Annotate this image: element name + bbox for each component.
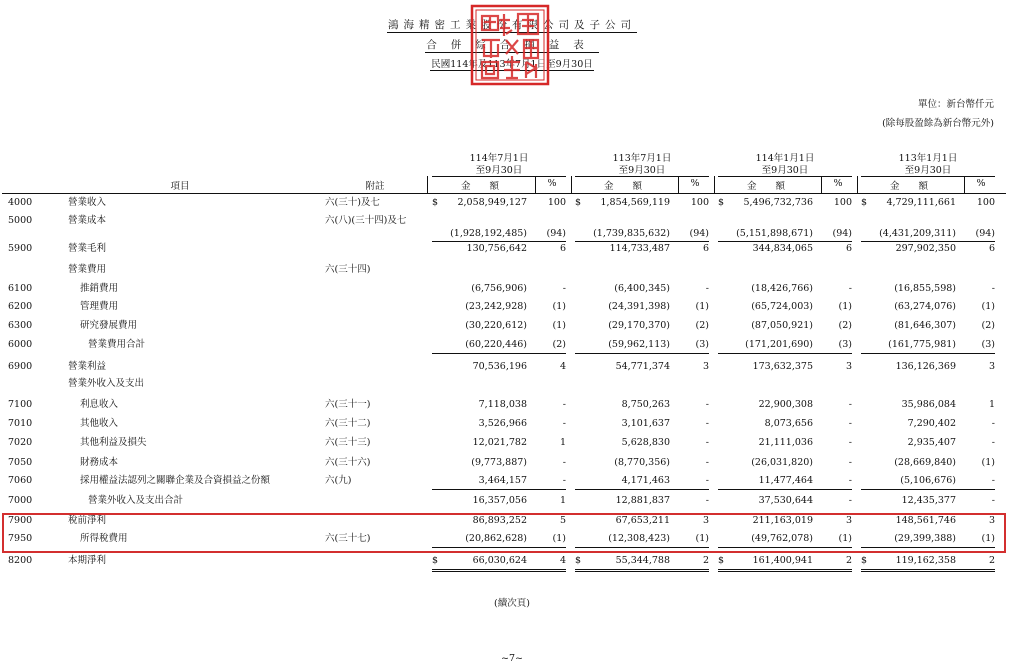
sum-underline: [861, 353, 995, 354]
percent-cell: 2: [845, 555, 852, 566]
amount-cell: 8,073,656: [764, 418, 813, 429]
note-ref: 六(三十七): [325, 533, 371, 544]
sum-underline: [861, 569, 995, 570]
table-row: [0, 214, 1024, 239]
account-label: 營業利益: [68, 361, 107, 372]
percent-cell: -: [705, 475, 709, 486]
account-code: 7020: [8, 437, 33, 448]
amount-cell: (6,756,906): [471, 283, 527, 294]
amount-cell: 297,902,350: [895, 243, 956, 254]
table-row: [0, 417, 1024, 435]
percent-cell: 3: [702, 515, 709, 526]
percent-cell: 100: [690, 197, 709, 208]
account-code: 5900: [8, 243, 33, 254]
note-ref: 六(三十)及七: [325, 197, 380, 208]
column-header-pct: %: [547, 178, 557, 189]
percent-cell: -: [848, 437, 852, 448]
percent-cell: (1): [695, 533, 709, 544]
amount-cell: (171,201,690): [745, 339, 813, 350]
amount-cell: 3,464,157: [478, 475, 527, 486]
sum-underline: [432, 569, 566, 570]
company-seal-stamp: [470, 4, 550, 86]
table-row: [0, 494, 1024, 512]
table-row: [0, 377, 1024, 395]
account-label: 推銷費用: [80, 283, 119, 294]
column-header-pct: %: [690, 178, 700, 189]
sum-underline: [432, 547, 566, 548]
amount-cell: (8,770,356): [614, 457, 670, 468]
amount-cell: (16,855,598): [894, 283, 956, 294]
amount-cell: 12,021,782: [472, 437, 527, 448]
currency-symbol: $: [575, 555, 582, 566]
note-ref: 六(三十一): [325, 399, 371, 410]
percent-cell: (2): [981, 320, 995, 331]
amount-cell: (81,646,307): [894, 320, 956, 331]
period-header-1: [432, 153, 566, 177]
table-row: [0, 436, 1024, 454]
account-label: 營業收入: [68, 197, 107, 208]
percent-cell: -: [705, 457, 709, 468]
percent-cell: 1: [988, 399, 995, 410]
percent-cell: -: [705, 418, 709, 429]
amount-cell: 22,900,308: [758, 399, 813, 410]
amount-cell: 67,653,211: [615, 515, 670, 526]
amount-cell: (4,431,209,311): [879, 228, 956, 239]
percent-cell: -: [705, 437, 709, 448]
amount-cell: (49,762,078): [751, 533, 813, 544]
percent-cell: 100: [547, 197, 566, 208]
amount-cell: (63,274,076): [894, 301, 956, 312]
amount-cell: 4,171,463: [621, 475, 670, 486]
currency-symbol: $: [432, 197, 439, 208]
percent-cell: 3: [988, 515, 995, 526]
percent-cell: (2): [695, 320, 709, 331]
percent-cell: (1): [552, 301, 566, 312]
unit-label: 單位：新台幣仟元: [917, 99, 994, 110]
amount-cell: (9,773,887): [471, 457, 527, 468]
amount-cell: 70,536,196: [472, 361, 527, 372]
percent-cell: -: [562, 283, 566, 294]
account-code: 4000: [8, 197, 33, 208]
column-header-pct: %: [976, 178, 986, 189]
amount-cell: 11,477,464: [758, 475, 813, 486]
account-code: 6100: [8, 283, 33, 294]
percent-cell: -: [991, 475, 995, 486]
account-label: 營業毛利: [68, 243, 107, 254]
percent-cell: 3: [845, 361, 852, 372]
percent-cell: 1: [559, 495, 566, 506]
percent-cell: -: [848, 418, 852, 429]
percent-cell: -: [991, 283, 995, 294]
amount-cell: 8,750,263: [621, 399, 670, 410]
amount-cell: 12,881,837: [615, 495, 670, 506]
percent-cell: -: [848, 457, 852, 468]
amount-cell: 12,435,377: [901, 495, 956, 506]
note-ref: 六(三十三): [325, 437, 371, 448]
percent-cell: (94): [546, 228, 566, 239]
sum-underline: [718, 547, 852, 548]
period-header-3: [718, 153, 852, 177]
account-code: 7900: [8, 515, 33, 526]
percent-cell: -: [562, 418, 566, 429]
account-label: 其他利益及損失: [80, 437, 147, 448]
company-name: 鴻海精密工業股份有限公司及子公司: [388, 19, 636, 31]
column-header-item: 項目: [170, 181, 190, 192]
page-number: ~7~: [501, 653, 523, 664]
amount-cell: 86,893,252: [472, 515, 527, 526]
percent-cell: (3): [695, 339, 709, 350]
percent-cell: -: [705, 283, 709, 294]
percent-cell: (2): [838, 320, 852, 331]
percent-cell: 1: [559, 437, 566, 448]
percent-cell: (94): [689, 228, 709, 239]
percent-cell: -: [991, 495, 995, 506]
sum-underline: [861, 547, 995, 548]
table-row: [0, 514, 1024, 532]
amount-cell: 211,163,019: [752, 515, 813, 526]
percent-cell: (1): [981, 457, 995, 468]
amount-cell: 54,771,374: [615, 361, 670, 372]
percent-cell: -: [705, 495, 709, 506]
percent-cell: 6: [845, 243, 852, 254]
amount-cell: 7,290,402: [907, 418, 956, 429]
account-code: 7100: [8, 399, 33, 410]
percent-cell: 2: [988, 555, 995, 566]
period-header-line1: 113年7月1日: [612, 153, 672, 164]
percent-cell: (1): [552, 533, 566, 544]
column-header-amount: 金 額: [603, 181, 642, 192]
note-ref: 六(三十四): [325, 264, 371, 275]
percent-cell: 4: [559, 361, 566, 372]
period-header-line2: 至9月30日: [904, 165, 952, 176]
percent-cell: (3): [981, 339, 995, 350]
percent-cell: (2): [552, 339, 566, 350]
amount-cell: (26,031,820): [751, 457, 813, 468]
account-label: 營業成本: [68, 215, 107, 226]
period-header-line2: 至9月30日: [475, 165, 523, 176]
currency-symbol: $: [432, 555, 439, 566]
amount-cell: 35,986,084: [901, 399, 956, 410]
amount-cell: (60,220,446): [465, 339, 527, 350]
percent-cell: (1): [838, 533, 852, 544]
amount-cell: 114,733,487: [609, 243, 670, 254]
account-code: 7000: [8, 495, 33, 506]
amount-cell: (59,962,113): [608, 339, 670, 350]
percent-cell: (1): [981, 301, 995, 312]
table-row: [0, 300, 1024, 318]
amount-cell: 21,111,036: [758, 437, 813, 448]
report-period: 民國114年及113年7月1日至9月30日: [0, 56, 1024, 71]
percent-cell: 3: [845, 515, 852, 526]
percent-cell: (1): [552, 320, 566, 331]
percent-cell: 3: [988, 361, 995, 372]
table-row: [0, 360, 1024, 378]
amount-cell: 161,400,941: [752, 555, 813, 566]
amount-cell: 2,058,949,127: [457, 197, 527, 208]
table-row: [0, 319, 1024, 337]
sum-underline: [861, 571, 995, 572]
sum-underline: [575, 571, 709, 572]
account-code: 7950: [8, 533, 33, 544]
percent-cell: -: [562, 475, 566, 486]
percent-cell: -: [991, 418, 995, 429]
percent-cell: -: [848, 283, 852, 294]
percent-cell: 6: [988, 243, 995, 254]
amount-cell: 173,632,375: [752, 361, 813, 372]
amount-cell: 7,118,038: [478, 399, 527, 410]
amount-cell: 136,126,369: [895, 361, 956, 372]
currency-symbol: $: [861, 555, 868, 566]
period-header-4: [861, 153, 995, 177]
amount-cell: 130,756,642: [466, 243, 527, 254]
percent-cell: (94): [832, 228, 852, 239]
currency-symbol: $: [575, 197, 582, 208]
percent-cell: -: [848, 475, 852, 486]
account-code: 7010: [8, 418, 33, 429]
amount-cell: 16,357,056: [472, 495, 527, 506]
table-row: [0, 456, 1024, 474]
account-label: 營業外收入及支出合計: [88, 495, 184, 506]
column-header-amount: 金 額: [746, 181, 785, 192]
amount-cell: 4,729,111,661: [886, 197, 956, 208]
account-label: 所得稅費用: [80, 533, 128, 544]
account-label: 管理費用: [80, 301, 119, 312]
amount-cell: (30,220,612): [465, 320, 527, 331]
account-label: 採用權益法認列之關聯企業及合資損益之份額: [80, 475, 271, 486]
account-label: 研究發展費用: [80, 320, 138, 331]
percent-cell: 3: [702, 361, 709, 372]
percent-cell: 100: [833, 197, 852, 208]
account-label: 利息收入: [80, 399, 119, 410]
period-header-2: [575, 153, 709, 177]
table-row: [0, 398, 1024, 416]
table-row: [0, 282, 1024, 300]
account-label: 稅前淨利: [68, 515, 107, 526]
amount-cell: (6,400,345): [614, 283, 670, 294]
amount-cell: (28,669,840): [894, 457, 956, 468]
percent-cell: 4: [559, 555, 566, 566]
amount-cell: (18,426,766): [751, 283, 813, 294]
amount-cell: (5,106,676): [900, 475, 956, 486]
account-code: 6900: [8, 361, 33, 372]
column-header-amount: 金 額: [889, 181, 928, 192]
amount-cell: 344,834,065: [752, 243, 813, 254]
sum-underline: [861, 489, 995, 490]
percent-cell: -: [562, 399, 566, 410]
account-code: 6300: [8, 320, 33, 331]
account-code: 7060: [8, 475, 33, 486]
percent-cell: -: [562, 457, 566, 468]
table-row: [0, 263, 1024, 281]
percent-cell: 6: [702, 243, 709, 254]
currency-symbol: $: [718, 555, 725, 566]
period-header-line1: 114年1月1日: [755, 153, 815, 164]
amount-cell: 148,561,746: [895, 515, 956, 526]
amount-cell: (12,308,423): [608, 533, 670, 544]
table-row: [0, 196, 1024, 214]
account-label: 營業外收入及支出: [68, 378, 145, 389]
amount-cell: (1,739,835,632): [593, 228, 670, 239]
period-header-line1: 113年1月1日: [898, 153, 958, 164]
note-ref: 六(八)(三十四)及七: [325, 215, 407, 226]
percent-cell: -: [991, 437, 995, 448]
amount-cell: (1,928,192,485): [450, 228, 527, 239]
percent-cell: (1): [838, 301, 852, 312]
amount-cell: 3,526,966: [478, 418, 527, 429]
column-header-amount: 金 額: [460, 181, 499, 192]
currency-symbol: $: [718, 197, 725, 208]
sum-underline: [718, 353, 852, 354]
account-code: 7050: [8, 457, 33, 468]
amount-cell: 119,162,358: [895, 555, 956, 566]
amount-cell: 5,628,830: [621, 437, 670, 448]
amount-cell: 5,496,732,736: [743, 197, 813, 208]
amount-cell: 55,344,788: [615, 555, 670, 566]
amount-cell: (20,862,628): [465, 533, 527, 544]
amount-cell: (161,775,981): [888, 339, 956, 350]
amount-cell: (24,391,398): [608, 301, 670, 312]
period-header-line2: 至9月30日: [761, 165, 809, 176]
percent-cell: 5: [559, 515, 566, 526]
sum-underline: [432, 489, 566, 490]
amount-cell: (23,242,928): [465, 301, 527, 312]
amount-cell: 2,935,407: [907, 437, 956, 448]
currency-symbol: $: [861, 197, 868, 208]
sum-underline: [718, 569, 852, 570]
table-row: [0, 242, 1024, 260]
sum-underline: [718, 571, 852, 572]
percent-cell: (3): [838, 339, 852, 350]
percent-cell: (94): [975, 228, 995, 239]
amount-cell: 66,030,624: [472, 555, 527, 566]
sum-underline: [432, 353, 566, 354]
amount-cell: (29,399,388): [894, 533, 956, 544]
column-header-pct: %: [833, 178, 843, 189]
sum-underline: [718, 489, 852, 490]
period-header-line1: 114年7月1日: [469, 153, 529, 164]
account-label: 財務成本: [80, 457, 119, 468]
period-header-line2: 至9月30日: [618, 165, 666, 176]
account-code: 5000: [8, 215, 33, 226]
sum-underline: [575, 353, 709, 354]
note-ref: 六(三十二): [325, 418, 371, 429]
amount-cell: 3,101,637: [621, 418, 670, 429]
amount-cell: (87,050,921): [751, 320, 813, 331]
account-label: 其他收入: [80, 418, 119, 429]
amount-cell: 37,530,644: [758, 495, 813, 506]
account-label: 營業費用: [68, 264, 107, 275]
continued-note: (續次頁): [494, 598, 530, 609]
percent-cell: -: [705, 399, 709, 410]
amount-cell: (29,170,370): [608, 320, 670, 331]
sum-underline: [575, 569, 709, 570]
percent-cell: (1): [695, 301, 709, 312]
account-label: 營業費用合計: [88, 339, 146, 350]
amount-cell: (65,724,003): [751, 301, 813, 312]
sum-underline: [575, 547, 709, 548]
account-code: 8200: [8, 555, 33, 566]
note-ref: 六(九): [325, 475, 352, 486]
percent-cell: -: [848, 399, 852, 410]
percent-cell: 2: [702, 555, 709, 566]
percent-cell: 100: [976, 197, 995, 208]
column-header-note: 附註: [365, 181, 385, 192]
note-ref: 六(三十六): [325, 457, 371, 468]
report-title: 合併綜合損益表: [426, 39, 598, 51]
sum-underline: [575, 489, 709, 490]
amount-cell: 1,854,569,119: [600, 197, 670, 208]
amount-cell: (5,151,898,671): [736, 228, 813, 239]
sum-underline: [432, 571, 566, 572]
account-code: 6000: [8, 339, 33, 350]
unit-note: (除每股盈餘為新台幣元外): [882, 118, 994, 129]
percent-cell: (1): [981, 533, 995, 544]
account-code: 6200: [8, 301, 33, 312]
percent-cell: -: [848, 495, 852, 506]
percent-cell: 6: [559, 243, 566, 254]
account-label: 本期淨利: [68, 555, 107, 566]
